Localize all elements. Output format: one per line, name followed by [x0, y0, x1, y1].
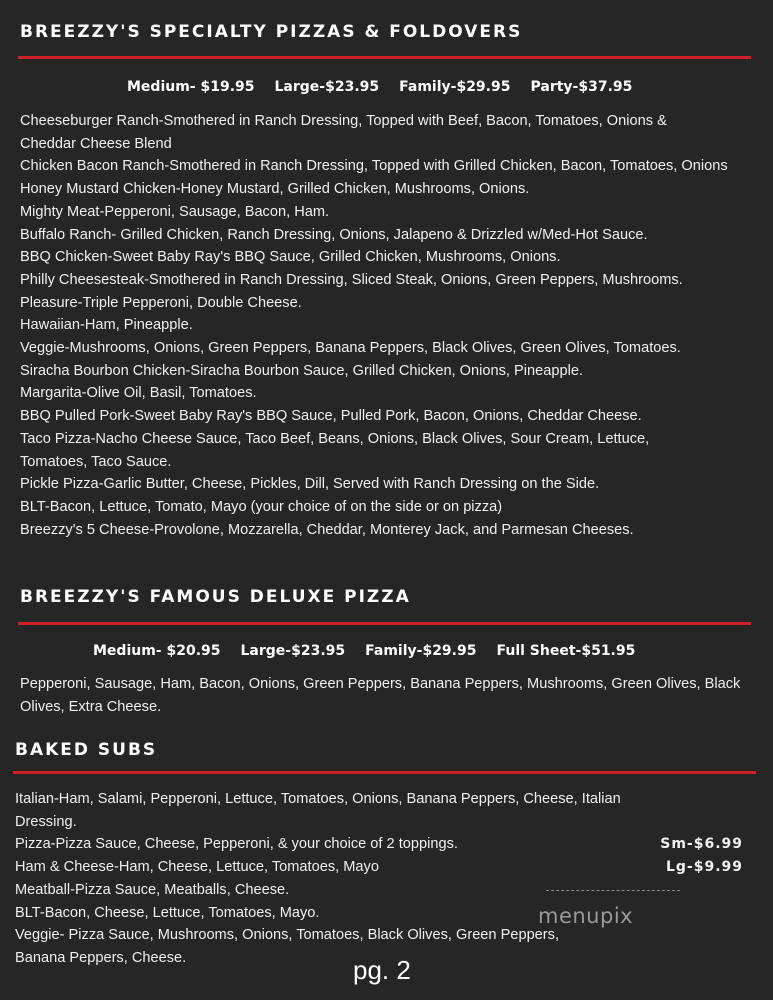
deluxe-title: BREEZZY'S FAMOUS DELUXE PIZZA	[20, 587, 411, 607]
list-item: Philly Cheesesteak-Smothered in Ranch Dressing, Sliced Steak, Onions, Green Peppers, Mushrooms.	[20, 271, 683, 288]
list-item: Cheeseburger Ranch-Smothered in Ranch Dressing, Topped with Beef, Bacon, Tomatoes, Onions & Cheddar Cheese Blend	[20, 113, 667, 152]
subs-title: BAKED SUBS	[15, 740, 158, 760]
page-number: pg. 2	[353, 955, 411, 985]
deluxe-price-row	[93, 643, 635, 659]
list-item: Ham & Cheese-Ham, Cheese, Lettuce, Tomatoes, Mayo	[15, 859, 379, 876]
specialty-pizza-list	[20, 110, 760, 541]
list-item: Breezzy's 5 Cheese-Provolone, Mozzarella, Cheddar, Monterey Jack, and Parmesan Cheeses.	[20, 521, 634, 538]
list-item: Italian-Ham, Salami, Pepperoni, Lettuce, Tomatoes, Onions, Banana Peppers, Cheese, Italian Dressing.	[15, 791, 621, 830]
price-large: Large-$23.95	[274, 79, 380, 95]
list-item: Buffalo Ranch- Grilled Chicken, Ranch Dressing, Onions, Jalapeno & Drizzled w/Med-Hot Sauce.	[20, 226, 648, 243]
list-item: Chicken Bacon Ranch-Smothered in Ranch Dressing, Topped with Grilled Chicken, Bacon, Tomatoes, Onions	[20, 158, 728, 175]
price-medium: Medium- $19.95	[127, 79, 255, 95]
price-large: Lg-$9.99	[665, 858, 743, 875]
specialty-title: BREEZZY'S SPECIALTY PIZZAS & FOLDOVERS	[20, 22, 523, 42]
list-item: BBQ Chicken-Sweet Baby Ray's BBQ Sauce, Grilled Chicken, Mushrooms, Onions.	[20, 249, 561, 266]
watermark-logo: menupix	[538, 904, 634, 928]
deluxe-divider	[18, 622, 751, 625]
subs-price-block	[640, 833, 743, 878]
price-medium: Medium- $20.95	[93, 643, 221, 659]
subs-divider	[13, 771, 756, 774]
price-full-sheet: Full Sheet-$51.95	[496, 643, 636, 659]
deluxe-toppings: Pepperoni, Sausage, Ham, Bacon, Onions, Green Peppers, Banana Peppers, Mushrooms, Green Olives, Black Olives, Extra Cheese.	[20, 676, 741, 715]
specialty-divider	[18, 56, 751, 59]
watermark-divider	[546, 890, 680, 891]
list-item: BBQ Pulled Pork-Sweet Baby Ray's BBQ Sauce, Pulled Pork, Bacon, Onions, Cheddar Cheese.	[20, 408, 642, 425]
list-item: Meatball-Pizza Sauce, Meatballs, Cheese.	[15, 881, 290, 898]
list-item: Pizza-Pizza Sauce, Cheese, Pepperoni, & your choice of 2 toppings.	[15, 836, 458, 853]
list-item: Pleasure-Triple Pepperoni, Double Cheese.	[20, 294, 302, 311]
specialty-price-row	[127, 79, 632, 95]
list-item: Veggie-Mushrooms, Onions, Green Peppers, Banana Peppers, Black Olives, Green Olives, Tomatoes.	[20, 340, 681, 357]
list-item: Margarita-Olive Oil, Basil, Tomatoes.	[20, 385, 257, 402]
price-party: Party-$37.95	[530, 79, 633, 95]
list-item: Veggie- Pizza Sauce, Mushrooms, Onions, Tomatoes, Black Olives, Green Peppers, Banana Peppers, Cheese.	[15, 927, 560, 966]
price-family: Family-$29.95	[399, 79, 511, 95]
list-item: Siracha Bourbon Chicken-Siracha Bourbon Sauce, Grilled Chicken, Onions, Pineapple.	[20, 362, 583, 379]
list-item: Honey Mustard Chicken-Honey Mustard, Grilled Chicken, Mushrooms, Onions.	[20, 181, 530, 198]
list-item: BLT-Bacon, Cheese, Lettuce, Tomatoes, Mayo.	[15, 904, 320, 921]
price-small: Sm-$6.99	[660, 836, 743, 852]
price-family: Family-$29.95	[365, 643, 477, 659]
baked-subs-list	[15, 788, 625, 970]
deluxe-description	[20, 673, 750, 718]
list-item: Pickle Pizza-Garlic Butter, Cheese, Pickles, Dill, Served with Ranch Dressing on the Side.	[20, 476, 600, 493]
list-item: BLT-Bacon, Lettuce, Tomato, Mayo (your choice of on the side or on pizza)	[20, 498, 503, 515]
list-item: Mighty Meat-Pepperoni, Sausage, Bacon, Ham.	[20, 203, 330, 220]
list-item: Taco Pizza-Nacho Cheese Sauce, Taco Beef, Beans, Onions, Black Olives, Sour Cream, Lettuce, Tomatoes, Taco Sauce.	[20, 430, 650, 470]
list-item: Hawaiian-Ham, Pineapple.	[20, 317, 193, 334]
price-large: Large-$23.95	[240, 643, 346, 659]
